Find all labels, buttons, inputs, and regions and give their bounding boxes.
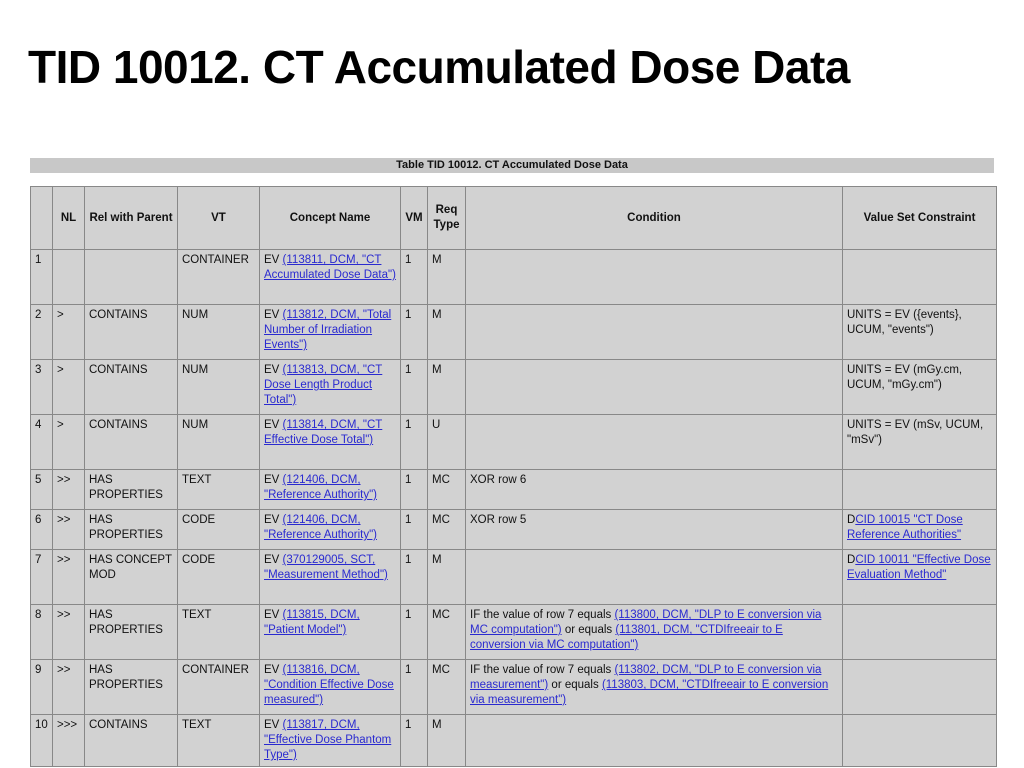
cell-vt: NUM (178, 360, 260, 415)
cell-req-type: M (428, 360, 466, 415)
constraint-text: UNITS = EV (mSv, UCUM, "mSv") (847, 419, 984, 446)
cell-vm: 1 (401, 415, 428, 470)
table-header-row (31, 187, 997, 250)
concept-prefix: EV (264, 514, 283, 526)
cell-concept-name (260, 715, 401, 767)
table-row (31, 305, 997, 360)
cell-nl: >>> (53, 715, 85, 767)
cell-req-type: M (428, 715, 466, 767)
table-row (31, 510, 997, 550)
cell-condition (466, 250, 843, 305)
cell-rel-with-parent: CONTAINS (85, 415, 178, 470)
cell-vm: 1 (401, 715, 428, 767)
cell-rel-with-parent (85, 250, 178, 305)
concept-link[interactable]: (121406, DCM, "Reference Authority") (264, 474, 377, 501)
condition-link[interactable]: (113801, DCM, "CTDIfreeair to E conversion via MC computation") (470, 624, 783, 651)
cell-vt: TEXT (178, 605, 260, 660)
dose-data-table (30, 186, 997, 767)
constraint-text: UNITS = EV (mGy.cm, UCUM, "mGy.cm") (847, 364, 963, 391)
cell-nl: >> (53, 470, 85, 510)
concept-link[interactable]: (113811, DCM, "CT Accumulated Dose Data") (264, 254, 396, 281)
concept-prefix: EV (264, 474, 283, 486)
condition-link[interactable]: (113803, DCM, "CTDIfreeair to E conversion via measurement") (470, 679, 829, 706)
cell-vm: 1 (401, 660, 428, 715)
cell-vt: CODE (178, 550, 260, 605)
constraint-text: D (847, 554, 856, 566)
cell-rel-with-parent: HAS PROPERTIES (85, 605, 178, 660)
cell-req-type: MC (428, 510, 466, 550)
cell-value-set-constraint (843, 415, 997, 470)
cell-value-set-constraint (843, 605, 997, 660)
constraint-link[interactable]: CID 10015 "CT Dose Reference Authorities" (847, 514, 963, 541)
table-caption: Table TID 10012. CT Accumulated Dose Data (30, 158, 994, 173)
cell-vt: CONTAINER (178, 250, 260, 305)
col-header-rel-with-parent: Rel with Parent (85, 187, 178, 250)
concept-link[interactable]: (113817, DCM, "Effective Dose Phantom Type") (264, 719, 392, 761)
cell-nl: >> (53, 605, 85, 660)
cell-value-set-constraint (843, 660, 997, 715)
concept-prefix: EV (264, 664, 283, 676)
condition-text: XOR row 5 (470, 514, 527, 526)
cell-condition (466, 305, 843, 360)
table-row (31, 470, 997, 510)
cell-vm: 1 (401, 250, 428, 305)
col-header-row-number (31, 187, 53, 250)
condition-text: or equals (548, 679, 602, 691)
cell-rel-with-parent: HAS PROPERTIES (85, 470, 178, 510)
table-row (31, 715, 997, 767)
cell-value-set-constraint (843, 250, 997, 305)
cell-row-number: 6 (31, 510, 53, 550)
cell-row-number: 10 (31, 715, 53, 767)
constraint-link[interactable]: CID 10011 "Effective Dose Evaluation Method" (847, 554, 991, 581)
cell-value-set-constraint (843, 550, 997, 605)
cell-condition (466, 510, 843, 550)
table-row (31, 360, 997, 415)
concept-link[interactable]: (121406, DCM, "Reference Authority") (264, 514, 377, 541)
cell-condition (466, 470, 843, 510)
cell-vt: CONTAINER (178, 660, 260, 715)
cell-nl: >> (53, 660, 85, 715)
table-row (31, 605, 997, 660)
cell-req-type: MC (428, 605, 466, 660)
cell-rel-with-parent: CONTAINS (85, 715, 178, 767)
cell-vt: CODE (178, 510, 260, 550)
cell-vm: 1 (401, 305, 428, 360)
condition-text: XOR row 6 (470, 474, 527, 486)
cell-row-number: 2 (31, 305, 53, 360)
cell-nl (53, 250, 85, 305)
cell-value-set-constraint (843, 510, 997, 550)
cell-condition (466, 660, 843, 715)
cell-concept-name (260, 250, 401, 305)
cell-concept-name (260, 605, 401, 660)
cell-concept-name (260, 470, 401, 510)
cell-row-number: 5 (31, 470, 53, 510)
condition-link[interactable]: (113802, DCM, "DLP to E conversion via measurement") (470, 664, 822, 691)
cell-value-set-constraint (843, 715, 997, 767)
cell-nl: > (53, 305, 85, 360)
cell-condition (466, 415, 843, 470)
table-row (31, 415, 997, 470)
cell-row-number: 4 (31, 415, 53, 470)
concept-link[interactable]: (113814, DCM, "CT Effective Dose Total") (264, 419, 383, 446)
cell-condition (466, 715, 843, 767)
constraint-text: D (847, 514, 856, 526)
cell-concept-name (260, 660, 401, 715)
concept-link[interactable]: (113812, DCM, "Total Number of Irradiation Events") (264, 309, 392, 351)
cell-row-number: 8 (31, 605, 53, 660)
cell-condition (466, 550, 843, 605)
condition-link[interactable]: (113800, DCM, "DLP to E conversion via MC computation") (470, 609, 822, 636)
cell-concept-name (260, 305, 401, 360)
col-header-nl: NL (53, 187, 85, 250)
concept-link[interactable]: (370129005, SCT, "Measurement Method") (264, 554, 388, 581)
cell-concept-name (260, 360, 401, 415)
concept-link[interactable]: (113816, DCM, "Condition Effective Dose measured") (264, 664, 394, 706)
condition-text: IF the value of row 7 equals (470, 609, 615, 621)
concept-prefix: EV (264, 419, 283, 431)
concept-link[interactable]: (113813, DCM, "CT Dose Length Product Total") (264, 364, 383, 406)
cell-value-set-constraint (843, 360, 997, 415)
cell-rel-with-parent: HAS PROPERTIES (85, 510, 178, 550)
cell-rel-with-parent: HAS CONCEPT MOD (85, 550, 178, 605)
cell-row-number: 9 (31, 660, 53, 715)
cell-rel-with-parent: HAS PROPERTIES (85, 660, 178, 715)
cell-vt: TEXT (178, 715, 260, 767)
cell-req-type: MC (428, 660, 466, 715)
cell-vm: 1 (401, 510, 428, 550)
cell-concept-name (260, 510, 401, 550)
cell-req-type: U (428, 415, 466, 470)
table-row (31, 250, 997, 305)
cell-vm: 1 (401, 470, 428, 510)
col-header-value-set-constraint: Value Set Constraint (843, 187, 997, 250)
condition-text: or equals (561, 624, 616, 636)
concept-prefix: EV (264, 609, 283, 621)
cell-vm: 1 (401, 360, 428, 415)
slide-title: TID 10012. CT Accumulated Dose Data (28, 41, 850, 93)
cell-value-set-constraint (843, 470, 997, 510)
col-header-vm: VM (401, 187, 428, 250)
concept-prefix: EV (264, 719, 283, 731)
cell-nl: >> (53, 550, 85, 605)
col-header-condition: Condition (466, 187, 843, 250)
constraint-text: UNITS = EV ({events}, UCUM, "events") (847, 309, 962, 336)
cell-vm: 1 (401, 550, 428, 605)
cell-concept-name (260, 550, 401, 605)
cell-nl: > (53, 360, 85, 415)
cell-condition (466, 605, 843, 660)
cell-rel-with-parent: CONTAINS (85, 305, 178, 360)
cell-nl: >> (53, 510, 85, 550)
cell-req-type: M (428, 305, 466, 360)
cell-vt: NUM (178, 415, 260, 470)
cell-row-number: 3 (31, 360, 53, 415)
concept-prefix: EV (264, 309, 283, 321)
col-header-req-type: Req Type (428, 187, 466, 250)
cell-nl: > (53, 415, 85, 470)
concept-prefix: EV (264, 364, 283, 376)
cell-concept-name (260, 415, 401, 470)
condition-text: IF the value of row 7 equals (470, 664, 615, 676)
cell-req-type: M (428, 550, 466, 605)
cell-req-type: M (428, 250, 466, 305)
concept-prefix: EV (264, 554, 283, 566)
cell-value-set-constraint (843, 305, 997, 360)
cell-row-number: 7 (31, 550, 53, 605)
cell-vt: NUM (178, 305, 260, 360)
table-row (31, 550, 997, 605)
cell-condition (466, 360, 843, 415)
cell-row-number: 1 (31, 250, 53, 305)
col-header-vt: VT (178, 187, 260, 250)
cell-vm: 1 (401, 605, 428, 660)
concept-prefix: EV (264, 254, 283, 266)
concept-link[interactable]: (113815, DCM, "Patient Model") (264, 609, 360, 636)
cell-req-type: MC (428, 470, 466, 510)
col-header-concept-name: Concept Name (260, 187, 401, 250)
table-row (31, 660, 997, 715)
cell-vt: TEXT (178, 470, 260, 510)
cell-rel-with-parent: CONTAINS (85, 360, 178, 415)
